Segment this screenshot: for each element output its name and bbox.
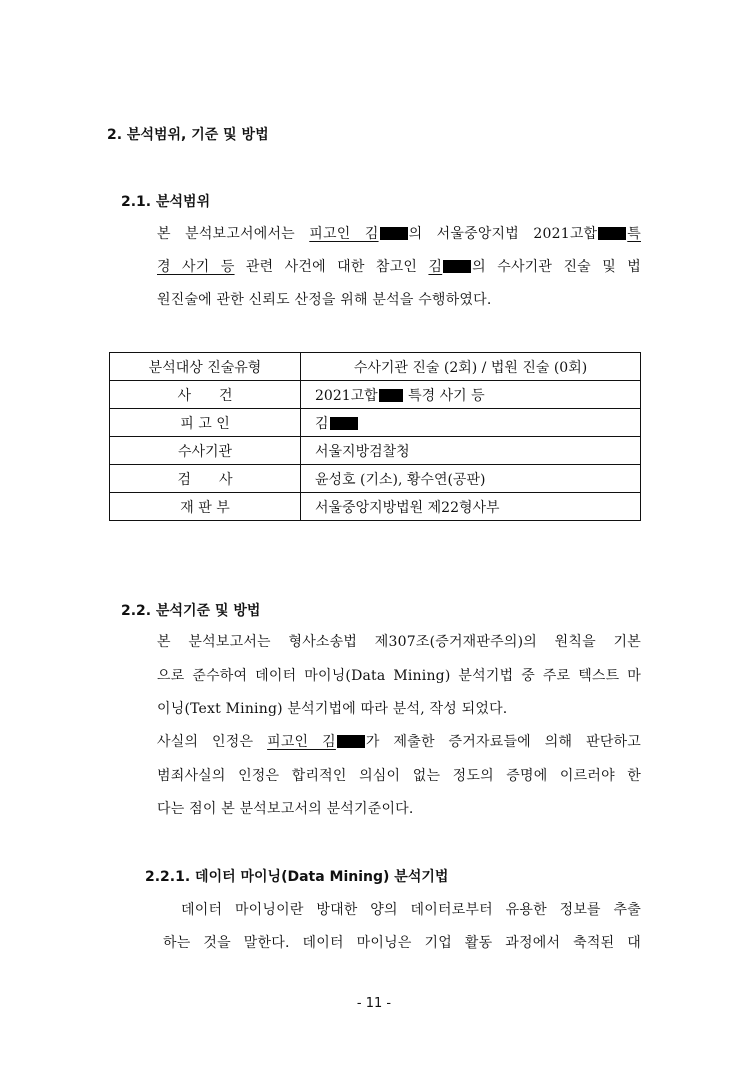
redaction-box: [330, 417, 358, 430]
scope-defendant-name: 피고인 김: [309, 226, 379, 242]
method-underlined-defendant: [267, 734, 366, 750]
method-line-1: 본 분석보고서는 형사소송법 제307조(증거재판주의)의 원칙을 기본: [157, 634, 641, 650]
redaction-box: [337, 735, 365, 748]
scope-text: 본 분석보고서에서는: [157, 226, 310, 242]
scope-underlined-case: [597, 226, 641, 242]
scope-text: 관련 사건에 대한 참고인: [234, 259, 429, 275]
section-heading-2-1: 2.1. 분석범위: [121, 194, 211, 210]
section-heading-2: 2. 분석범위, 기준 및 방법: [107, 127, 269, 143]
redaction-box: [379, 389, 403, 402]
method-line-2: 으로 준수하여 데이터 마이닝(Data Mining) 분석기법 중 주로 텍스트 마: [157, 668, 641, 684]
scope-underlined-defendant: [309, 226, 408, 242]
scope-underlined-case-type: 경 사기 등: [157, 259, 235, 275]
table-row-label: 재 판 부: [110, 493, 301, 521]
scope-witness-name: 김: [428, 259, 443, 275]
scope-line-3: 원진술에 관한 신뢰도 산정을 위해 분석을 수행하였다.: [157, 292, 492, 308]
scope-text: 의 수사기관 진술 및 법: [472, 259, 641, 275]
case-number: 2021고합: [315, 387, 378, 404]
table-row-label: 사 건: [110, 381, 301, 409]
table-row: [110, 465, 641, 493]
method-text: 사실의 인정은: [157, 734, 268, 750]
redaction-box: [380, 227, 408, 240]
table-row: [110, 409, 641, 437]
method-line-6: 다는 점이 본 분석보고서의 분석기준이다.: [157, 801, 414, 817]
table-row-value: 윤성호 (기소), 황수연(공판): [301, 465, 641, 493]
method-text: 가 제출한 증거자료들에 의해 판단하고: [365, 734, 641, 750]
table-row-value: [301, 409, 641, 437]
scope-line-2: [157, 258, 641, 276]
section-heading-2-2-1: 2.2.1. 데이터 마이닝(Data Mining) 분석기법: [145, 869, 449, 885]
method-line-4: [157, 733, 641, 751]
scope-text: 의 서울중앙지법 2021고합: [408, 226, 598, 242]
table-row-label: 수사기관: [110, 437, 301, 465]
table-row-label: 검 사: [110, 465, 301, 493]
table-header-left: 분석대상 진술유형: [110, 353, 301, 381]
table-row: [110, 381, 641, 409]
method-line-3: 이닝(Text Mining) 분석기법에 따라 분석, 작성 되었다.: [157, 701, 508, 717]
scope-line-1: [157, 225, 641, 243]
scope-underlined-witness: [428, 259, 472, 275]
redaction-box: [443, 260, 471, 273]
table-row: [110, 437, 641, 465]
mining-line-1: 데이터 마이닝이란 방대한 양의 데이터로부터 유용한 정보를 추출: [181, 902, 641, 918]
method-line-5: 범죄사실의 인정은 합리적인 의심이 없는 정도의 증명에 이르러야 한: [157, 768, 641, 784]
table-row: [110, 493, 641, 521]
table-row-value: 서울지방검찰청: [301, 437, 641, 465]
table-row-value: [301, 381, 641, 409]
scope-case-fragment: 특: [627, 226, 641, 242]
method-defendant-name: 피고인 김: [267, 734, 336, 750]
table-row-value: 서울중앙지방법원 제22형사부: [301, 493, 641, 521]
page-number: - 11 -: [356, 996, 392, 1011]
redaction-box: [598, 227, 626, 240]
case-info-table: [109, 352, 641, 521]
case-type: 특경 사기 등: [403, 387, 485, 404]
table-header-right: 수사기관 진술 (2회) / 법원 진술 (0회): [301, 353, 641, 381]
table-row-label: 피 고 인: [110, 409, 301, 437]
table-header-row: [110, 353, 641, 381]
defendant-name: 김: [315, 415, 329, 432]
section-heading-2-2: 2.2. 분석기준 및 방법: [121, 603, 261, 619]
mining-line-2: 하는 것을 말한다. 데이터 마이닝은 기업 활동 과정에서 축적된 대: [163, 935, 641, 951]
